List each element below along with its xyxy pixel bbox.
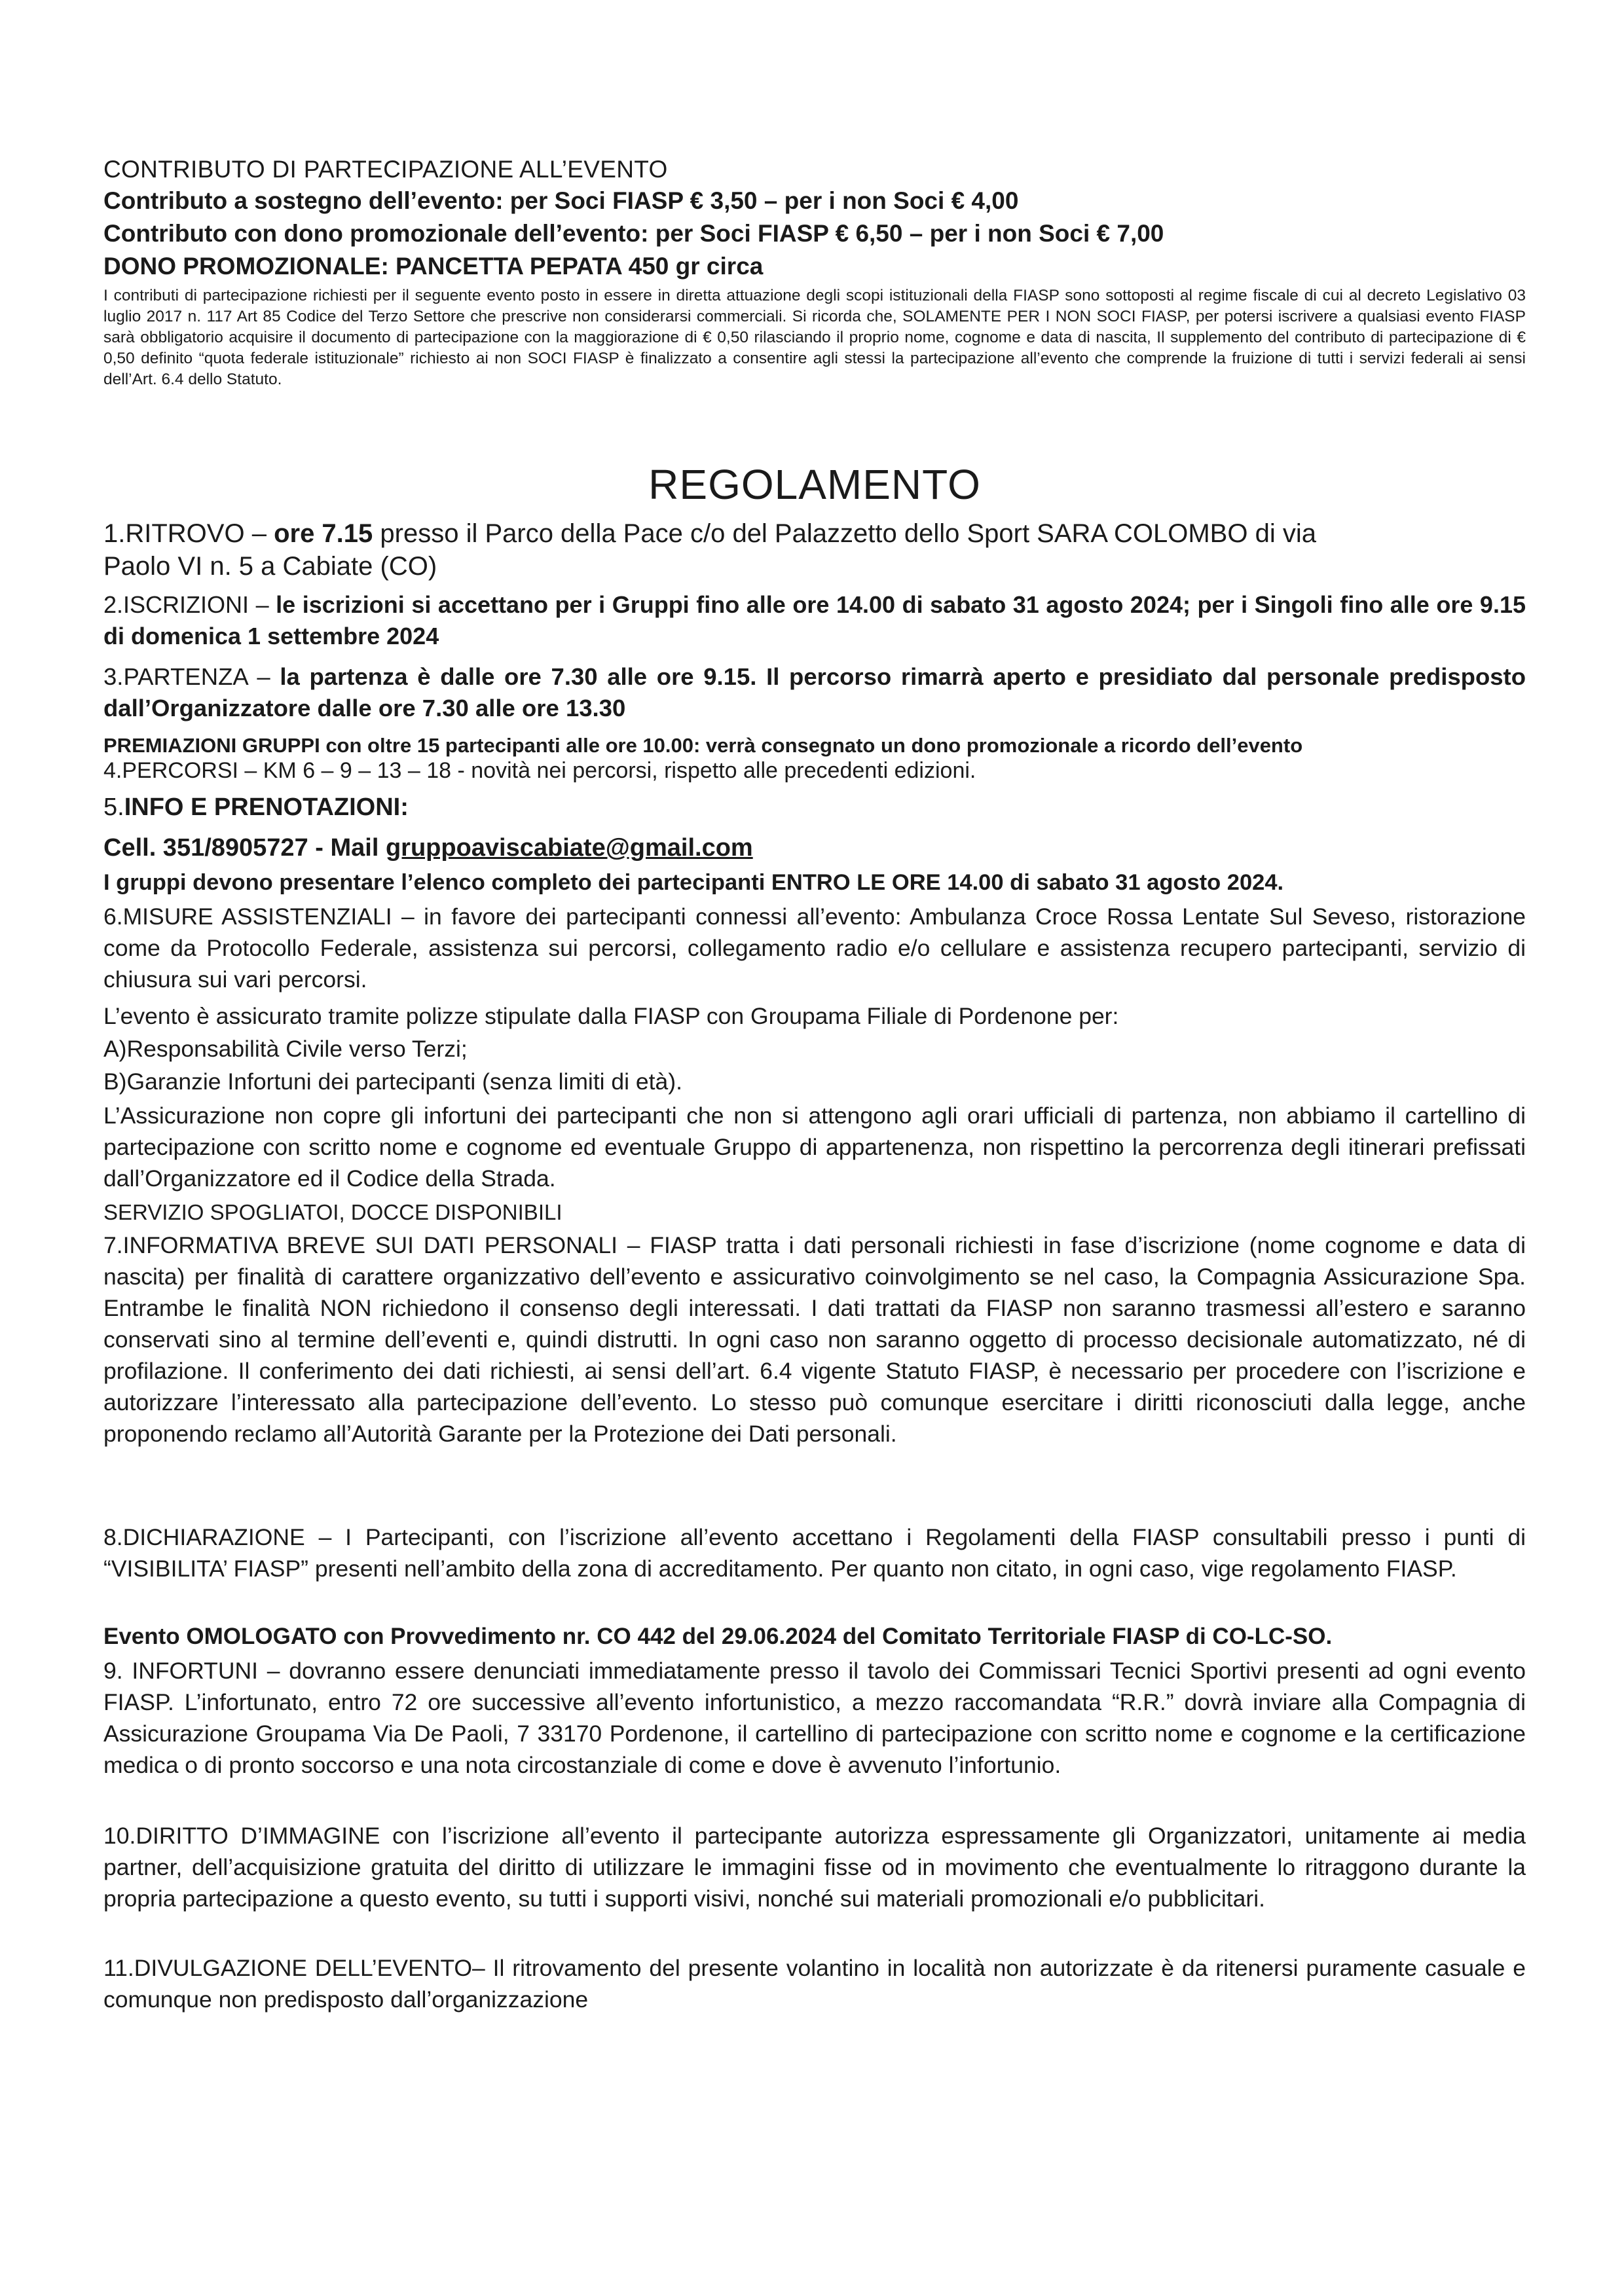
dichiarazione-paragraph: 8.DICHIARAZIONE – I Partecipanti, con l’iscrizione all’evento accettano i Regolamenti della FIASP consultabili presso i punti di “VISIBILITA’ FIASP” presenti nell’ambito della zona di accreditamento. Per quanto non citato, in ogni caso, vige regolamento FIASP. [103, 1524, 1526, 1582]
contributo-note: I contributi di partecipazione richiesti per il seguente evento posto in essere in diretta attuazione degli scopi istituzionali della FIASP sono sottoposti al regime fiscale di cui al decreto Legislativo 03 luglio 2017 n. 117 Art 85 Codice del Terzo Settore che prescrive non considerarsi commerciali. Si ricorda che, SOLAMENTE PER I NON SOCI FIASP, per potersi iscrivere a qualsiasi evento FIASP sarà obbligatorio acquisire il documento di partecipazione con la maggiorazione di € 0,50 rilasciando il proprio nome, cognome e data di nascita, Il supplemento del contributo di partecipazione di € 0,50 definito “quota federale istituzionale” richiesto ai non SOCI FIASP è finalizzato a consentire agli stessi la partecipazione all’evento che comprende la fruizione di tutti i servizi federali ai sensi dell’Art. 6.4 dello Statuto. [103, 287, 1526, 388]
misure-paragraph: 6.MISURE ASSISTENZIALI – in favore dei partecipanti connessi all’evento: Ambulanza Croce Rossa Lentate Sul Seveso, ristorazione come da Protocollo Federale, assistenza sui percorsi, collegamento radio e/o cellulare e assistenza recupero partecipanti, servizio di chiusura sui vari percorsi. [103, 903, 1526, 993]
assicurazione-a: A)Responsabilità Civile verso Terzi; [103, 1036, 468, 1062]
contributo-line-1: Contributo a sostegno dell’evento: per Soci FIASP € 3,50 – per i non Soci € 4,00 [103, 187, 1019, 214]
gruppi-line: I gruppi devono presentare l’elenco completo dei partecipanti ENTRO LE ORE 14.00 di sabato 31 agosto 2024. [103, 870, 1284, 895]
dono-promozionale: DONO PROMOZIONALE: PANCETTA PEPATA 450 gr circa [103, 253, 764, 280]
info-contact [103, 831, 1526, 864]
assicurato-line: L’evento è assicurato tramite polizze stipulate dalla FIASP con Groupama Filiale di Pordenone per: [103, 1003, 1119, 1029]
info-prefix: 5. [103, 793, 124, 821]
contributo-line-2: Contributo con dono promozionale dell’evento: per Soci FIASP € 6,50 – per i non Soci € 7,00 [103, 220, 1164, 247]
iscrizioni-paragraph [103, 589, 1526, 652]
ritrovo-text: presso il Parco della Pace c/o del Palazzetto dello Sport SARA COLOMBO di via Paolo VI n. 5 a Cabiate (CO) [103, 519, 1316, 581]
infortuni-paragraph: 9. INFORTUNI – dovranno essere denunciati immediatamente presso il tavolo dei Commissari Tecnici Sportivi presenti ad ogni evento FIASP. L’infortunato, entro 72 ore successive all’evento infortunistico, a mezzo raccomandata “R.R.” dovrà inviare alla Compagnia di Assicurazione Groupama Via De Paoli, 7 33170 Pordenone, il cartellino di partecipazione con scritto nome e cognome e la certificazione medica o di pronto soccorso e una nota circostanziale di come e dove è avvenuto l’infortunio. [103, 1658, 1526, 1778]
info-title: INFO E PRENOTAZIONI: [124, 793, 409, 821]
iscrizioni-label: 2.ISCRIZIONI – [103, 591, 276, 618]
assicurazione-b: B)Garanzie Infortuni dei partecipanti (senza limiti di età). [103, 1068, 682, 1095]
ritrovo-time: ore 7.15 [274, 519, 373, 548]
email-link[interactable]: gruppoaviscabiate@gmail.com [385, 834, 753, 862]
premiazioni-text: con oltre 15 partecipanti alle ore 10.00: verrà consegnato un dono promozionale a ricordo dell’evento [320, 734, 1303, 757]
regolamento-title: REGOLAMENTO [648, 461, 981, 508]
assicurazione-paragraph: L’Assicurazione non copre gli infortuni dei partecipanti che non si attengono agli orari ufficiali di partenza, non abbiamo il cartellino di partecipazione con scritto nome e cognome ed eventuale Gruppo di appartenenza, non rispettino la percorrenza degli itinerari prefissati dall’Organizzatore ed il Codice della Strada. [103, 1102, 1526, 1192]
immagine-paragraph: 10.DIRITTO D’IMMAGINE con l’iscrizione all’evento il partecipante autorizza espressamente gli Organizzatori, unitamente ai media partner, dell’acquisizione gratuita del diritto di utilizzare le immagini fisse od in movimento che eventualmente lo ritraggono durante la propria partecipazione a questo evento, su tutti i supporti visivi, nonché sui materiali promozionali e/o pubblicitari. [103, 1823, 1526, 1912]
servizio-line: SERVIZIO SPOGLIATOI, DOCCE DISPONIBILI [103, 1200, 563, 1224]
premiazioni-label: PREMIAZIONI GRUPPI [103, 734, 320, 757]
partenza-paragraph [103, 661, 1526, 724]
partenza-label: 3.PARTENZA – [103, 663, 280, 690]
omologato-line: Evento OMOLOGATO con Provvedimento nr. CO 442 del 29.06.2024 del Comitato Territoriale FIASP di CO-LC-SO. [103, 1624, 1333, 1649]
phone-text: Cell. 351/8905727 - Mail [103, 834, 386, 862]
divulgazione-paragraph: 11.DIVULGAZIONE DELL’EVENTO– Il ritrovamento del presente volantino in località non autorizzate è da ritenersi puramente casuale e comunque non predisposto dall’organizzazione [103, 1955, 1526, 2013]
info-heading [103, 791, 1526, 824]
iscrizioni-text: le iscrizioni si accettano per i Gruppi fino alle ore 14.00 di sabato 31 agosto 2024; per i Singoli fino alle ore 9.15 di domenica 1 settembre 2024 [103, 591, 1526, 649]
ritrovo-paragraph [103, 517, 1348, 583]
contributo-heading: CONTRIBUTO DI PARTECIPAZIONE ALL’EVENTO [103, 156, 668, 183]
informativa-paragraph: 7.INFORMATIVA BREVE SUI DATI PERSONALI – FIASP tratta i dati personali richiesti in fase d’iscrizione (nome cognome e data di nascita) per finalità di carattere organizzativo dell’evento e assicurativo coinvolgimento se nel caso, la Compagnia Assicurazione Spa. Entrambe le finalità NON richiedono il consenso degli interessati. I dati trattati da FIASP non saranno trasmessi all’estero e saranno conservati sino al termine dell’eventi e, quindi distrutti. In ogni caso non saranno oggetto di processo decisionale automatizzato, né di profilazione. Il conferimento dei dati richiesti, ai sensi dell’art. 6.4 vigente Statuto FIASP, è necessario per procedere con l’iscrizione e autorizzare l’interessato alla partecipazione dell’evento. Lo stesso può comunque esercitare i diritti riconosciuti dalla legge, anche proponendo reclamo all’Autorità Garante per la Protezione dei Dati personali. [103, 1232, 1526, 1447]
partenza-text: la partenza è dalle ore 7.30 alle ore 9.15. Il percorso rimarrà aperto e presidiato dal personale predisposto dall’Organizzatore dalle ore 7.30 alle ore 13.30 [103, 663, 1526, 721]
ritrovo-label: 1.RITROVO – [103, 519, 274, 548]
percorsi-line: 4.PERCORSI – KM 6 – 9 – 13 – 18 - novità nei percorsi, rispetto alle precedenti edizioni. [103, 758, 976, 783]
